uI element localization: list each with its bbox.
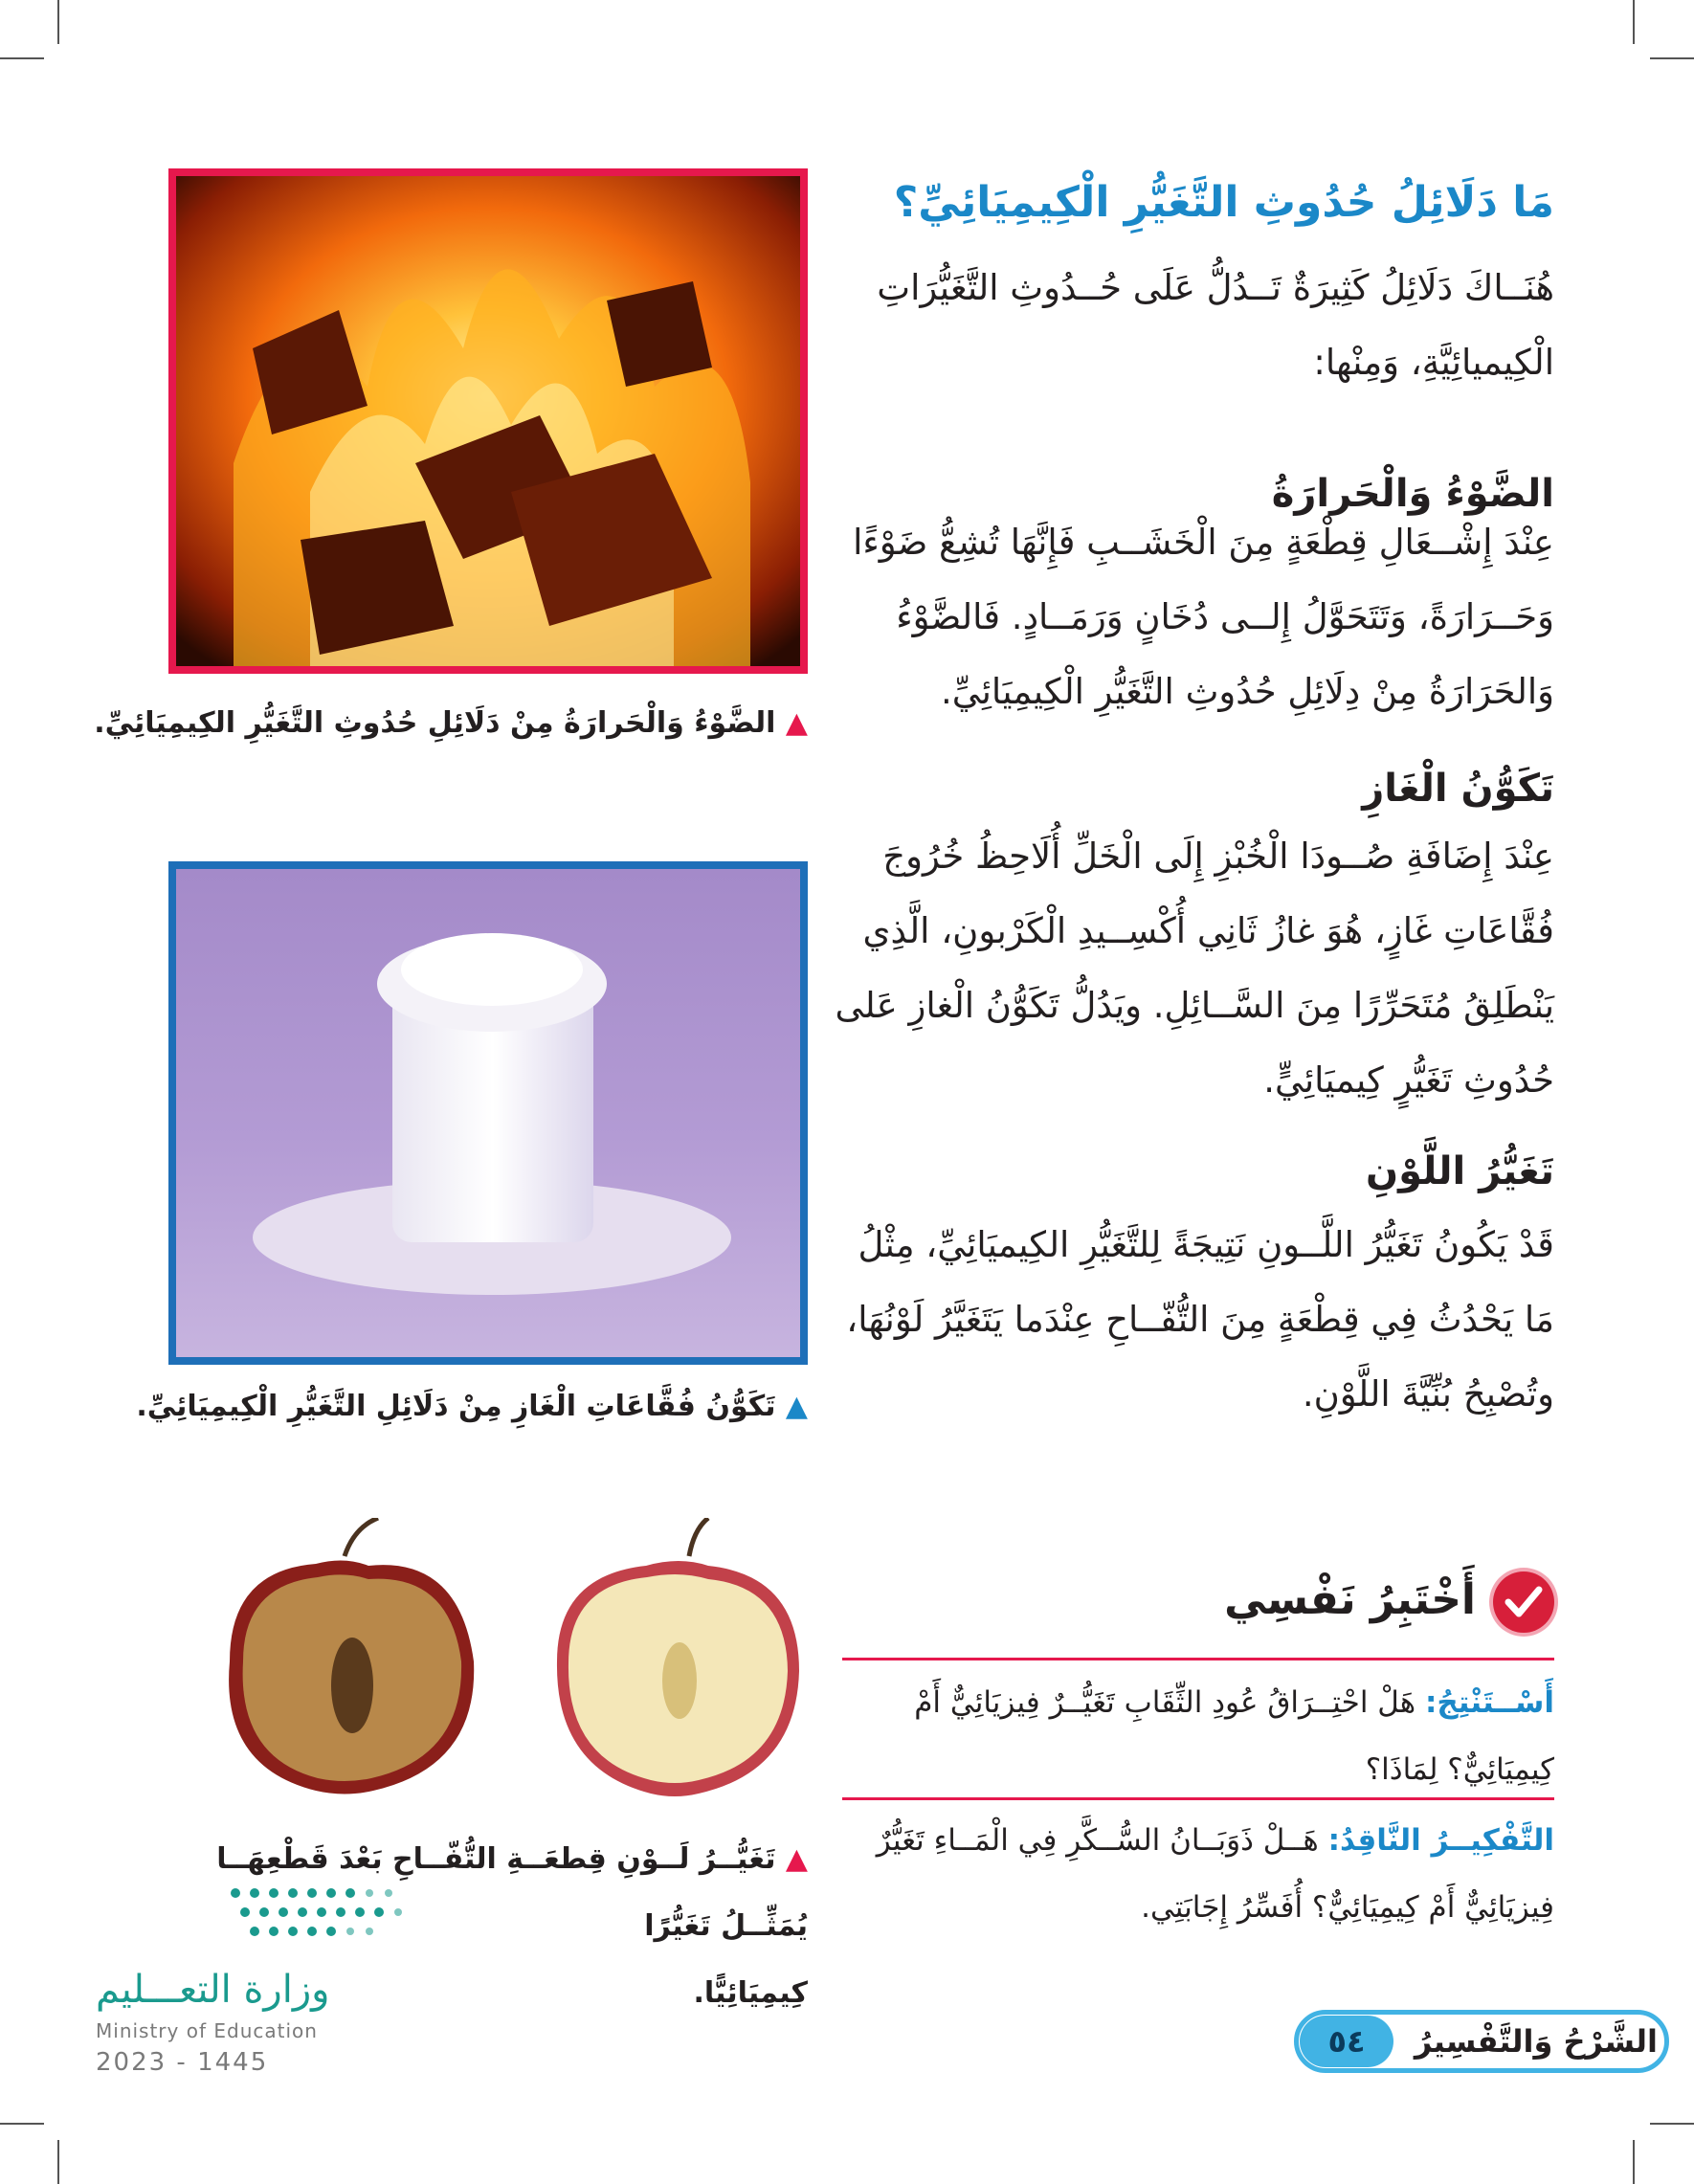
section-paragraph-light-heat (827, 505, 1554, 729)
text-line: يَنْطَلِقُ مُتَحَرِّرًا مِنَ السَّــائِلِ. ويَدُلُّ تَكَوُّنُ الْغازِ عَلى (835, 985, 1554, 1026)
question-text: فِيزيَائِيٌّ أَمْ كِيمِيَائِيٌّ؟ أُفَسِّرُ إِجَابَتِي. (1141, 1890, 1554, 1925)
foam-caption (80, 1386, 808, 1428)
crop-mark (1650, 57, 1694, 59)
foam-photo (168, 861, 808, 1365)
text-line: قَدْ يَكُونُ تَغَيُّرُ اللَّــونِ نَتِيجَةً لِلتَّغَيُّرِ الكِيميَائِيِّ، مِثْلُ (858, 1224, 1554, 1265)
text-line: وتُصْبِحُ بُنِّيَّةَ اللَّوْنِ. (1302, 1373, 1554, 1415)
self-test-title: أَخْتَبِرُ نَفْسِي (1224, 1575, 1476, 1624)
crop-mark (57, 2140, 59, 2184)
crop-mark (1633, 2140, 1635, 2184)
text-line: فُقَّاعَاتِ غَازٍ، هُوَ غازُ ثَانِي أُكْسِــيدِ الْكَرْبونِ، الَّذِي (862, 910, 1554, 951)
caption-text: تَغَيُّــرُ لَــوْنِ قِطعَــةِ التُّفّــاحِ بَعْدَ قَطْعِهَــا يُمَثِّــلُ تَغَيُّرًا (216, 1842, 808, 1943)
section-paragraph-color (827, 1208, 1554, 1432)
crop-mark (0, 57, 44, 59)
ministry-logo-dots (226, 1882, 456, 1949)
question-label: أَسْــتَنْتِجُ: (1424, 1685, 1554, 1720)
blue-triangle-icon: ▲ (785, 1390, 808, 1423)
section-paragraph-gas (827, 819, 1554, 1118)
text-line: هُنَــاكَ دَلَائِلُ كَثِيرَةٌ تَــدُلُّ عَلَى حُــدُوثِ التَّغَيُّرَاتِ (877, 267, 1554, 308)
text-line: عِنْدَ إِشْــعَالِ قِطْعَةٍ مِنَ الْخَشَــبِ فَإِنَّهَا تُشِعُّ ضَوْءًا (853, 522, 1554, 563)
ministry-name-arabic: وزارة التعـــليم (96, 1968, 330, 2012)
caption-text: كِيمِيَائِيًّا. (693, 1976, 808, 2010)
red-triangle-icon: ▲ (785, 706, 808, 740)
caption-text: تَكَوُّنُ فُقَّاعَاتِ الْغَازِ مِنْ دَلَائِلِ التَّغَيُّرِ الْكِيمِيَائِيِّ. (136, 1390, 776, 1423)
text-line: حُدُوثِ تَغَيُّرٍ كِيميَائِيٍّ. (1263, 1059, 1554, 1101)
section-heading-color: تَغَيُّرُ اللَّوْنِ (1365, 1149, 1554, 1193)
question-infer (842, 1669, 1554, 1803)
text-line: وَحَــرَارَةً، وَتَتَحَوَّلُ إِلــى دُخَانٍ وَرَمَــادٍ. فَالضَّوْءُ (896, 596, 1554, 637)
divider-line (842, 1797, 1554, 1800)
crop-mark (57, 0, 59, 44)
question-text: كِيمِيَائِيٌّ؟ لِمَاذَا؟ (1365, 1752, 1554, 1787)
section-heading-light-heat: الضَّوْءُ وَالْحَرارَةُ (1271, 472, 1554, 516)
text-line: عِنْدَ إِضَافَةِ صُــودَا الْخُبْزِ إِلَى الْخَلِّ أُلَاحِظُ خُرُوجَ (882, 836, 1554, 877)
question-text: هَــلْ ذَوَبَــانُ السُّــكَّرِ فِي الْمَــاءِ تَغَيُّرٌ (876, 1823, 1319, 1858)
text-line: الْكِيميائِيَّةِ، وَمِنْها: (1313, 342, 1554, 383)
text-line: وَالحَرَارَةُ مِنْ دِلَائِلِ حُدُوثِ التَّغَيُّرِ الْكِيمِيَائِيِّ. (941, 671, 1554, 712)
red-triangle-icon: ▲ (785, 1842, 808, 1876)
fire-photo (168, 168, 808, 674)
caption-text: الضَّوْءُ وَالْحَرارَةُ مِنْ دَلَائِلِ حُدُوثِ التَّغَيُّرِ الكِيمِيَائِيِّ. (94, 706, 776, 740)
ministry-year: 2023 - 1445 (96, 2048, 269, 2077)
fire-image (176, 176, 800, 666)
question-label: التَّفْكِيــرُ النَّاقِدُ: (1327, 1823, 1554, 1858)
fire-caption (80, 702, 808, 745)
question-critical-thinking (842, 1807, 1554, 1941)
crop-mark (0, 2123, 44, 2125)
section-heading-gas: تَكَوُّنُ الْغَازِ (1362, 767, 1554, 811)
intro-paragraph (827, 251, 1554, 400)
crop-mark (1650, 2123, 1694, 2125)
foam-image (176, 869, 800, 1357)
ministry-name-english: Ministry of Education (96, 2019, 318, 2042)
page-number: ٥٤ (1300, 2016, 1393, 2067)
text-line: مَا يَحْدُثُ فِي قِطْعَةٍ مِنَ التُّفّــاحِ عِنْدَما يَتَغَيَّرُ لَوْنُهَا، (846, 1299, 1554, 1340)
footer-section-name: الشَّرْحُ وَالتَّفْسِيرُ (1414, 2023, 1658, 2060)
checkmark-icon (1493, 1571, 1554, 1633)
divider-line (842, 1658, 1554, 1660)
apples-image (211, 1518, 804, 1805)
question-text: هَلْ احْتِــرَاقُ عُودِ الثِّقَابِ تَغَيُّــرٌ فِيزيَائِيٌّ أَمْ (914, 1685, 1416, 1720)
page-title: مَا دَلَائِلُ حُدُوثِ التَّغَيُّرِ الْكِيمِيَائِيِّ؟ (893, 178, 1554, 227)
crop-mark (1633, 0, 1635, 44)
